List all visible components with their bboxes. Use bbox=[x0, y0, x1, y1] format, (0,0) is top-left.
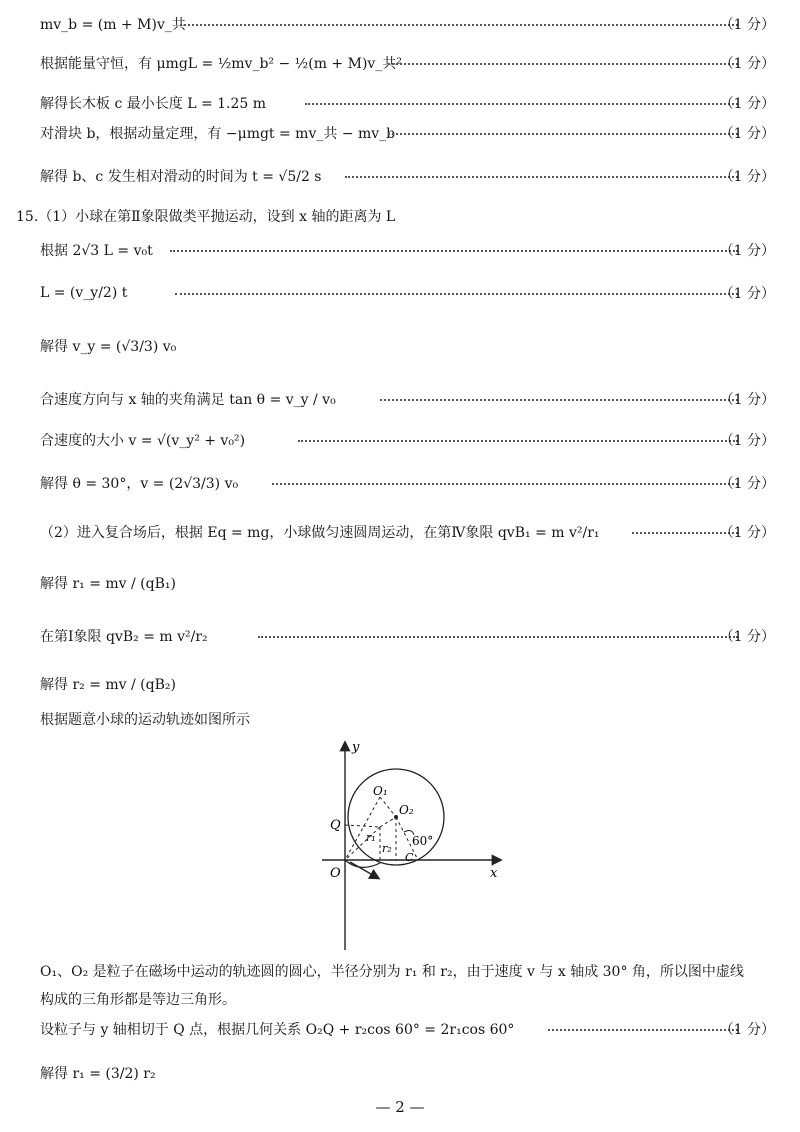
step-text: 解得长木板 c 最小长度 L = 1.25 m bbox=[40, 96, 267, 112]
step-text: 根据能量守恒，有 μmgL = ½mv_b² − ½(m + M)v_共² bbox=[40, 56, 402, 72]
step-row bbox=[0, 118, 800, 148]
step-row bbox=[0, 1058, 800, 1088]
step-row bbox=[0, 331, 800, 361]
step-text: 解得 r₂ = mv / (qB₂) bbox=[40, 677, 176, 693]
score-label: （1 分） bbox=[719, 17, 775, 33]
step-text: 解得 b、c 发生相对滑动的时间为 t = √5/2 s bbox=[40, 169, 322, 185]
point-q-label: Q bbox=[330, 818, 341, 833]
step-row bbox=[0, 621, 800, 651]
explanation-line-1: O₁、O₂ 是粒子在磁场中运动的轨迹圆的圆心，半径分别为 r₁ 和 r₂，由于速度 v 与 x 轴成 30° 角，所以图中虚线 bbox=[40, 964, 744, 980]
leader-dots bbox=[175, 293, 738, 295]
score-label: （1 分） bbox=[719, 433, 775, 449]
center-o1-label: O₁ bbox=[373, 784, 388, 798]
step-row bbox=[0, 88, 800, 118]
step-text: mv_b = (m + M)v_共 bbox=[40, 17, 186, 33]
leader-dots bbox=[298, 440, 738, 442]
step-text: L = (v_y/2) t bbox=[40, 285, 128, 301]
leader-dots bbox=[345, 176, 738, 178]
center-o2-label: O₂ bbox=[399, 803, 414, 817]
step-text: 解得 θ = 30°，v = (2√3/3) v₀ bbox=[40, 476, 239, 492]
step-row bbox=[0, 468, 800, 498]
step-row bbox=[0, 48, 800, 78]
trajectory-figure bbox=[300, 735, 530, 955]
step-text: 合速度的大小 v = √(v_y² + v₀²) bbox=[40, 433, 246, 449]
step-text: 解得 v_y = (√3/3) v₀ bbox=[40, 339, 177, 355]
step-text: 解得 r₁ = (3/2) r₂ bbox=[40, 1066, 156, 1082]
question-heading bbox=[0, 201, 800, 231]
y-axis-label: y bbox=[352, 740, 360, 755]
step-row bbox=[0, 278, 800, 308]
leader-dots bbox=[180, 24, 738, 26]
score-label: （1 分） bbox=[719, 476, 775, 492]
step-text: 对滑块 b，根据动量定理，有 −μmgt = mv_共 − mv_b bbox=[40, 126, 396, 142]
explanation-line-2: 构成的三角形都是等边三角形。 bbox=[40, 992, 236, 1008]
point-c-label: C bbox=[405, 851, 414, 864]
score-label: （1 分） bbox=[719, 169, 775, 185]
step-text: 设粒子与 y 轴相切于 Q 点，根据几何关系 O₂Q + r₂cos 60° = 2r₁cos 60° bbox=[40, 1022, 515, 1038]
origin-label: O bbox=[330, 866, 341, 881]
step-text: 解得 r₁ = mv / (qB₁) bbox=[40, 576, 176, 592]
trajectory-arc-small bbox=[345, 860, 380, 867]
score-label: （1 分） bbox=[719, 96, 775, 112]
score-label: （1 分） bbox=[719, 126, 775, 142]
score-label: （1 分） bbox=[719, 629, 775, 645]
leader-dots bbox=[388, 133, 738, 135]
step-text: 合速度方向与 x 轴的夹角满足 tan θ = v_y / v₀ bbox=[40, 392, 336, 408]
leader-dots bbox=[305, 103, 738, 105]
explanation-paragraph bbox=[40, 958, 770, 1014]
step-row bbox=[0, 1014, 800, 1044]
leader-dots bbox=[272, 483, 738, 485]
x-axis-label: x bbox=[490, 866, 498, 881]
score-label: （1 分） bbox=[719, 1022, 775, 1038]
leader-dots bbox=[548, 1029, 738, 1031]
leader-dots bbox=[258, 636, 738, 638]
question-15-title: 15.（1）小球在第Ⅱ象限做类平抛运动，设到 x 轴的距离为 L bbox=[16, 209, 396, 225]
step-row bbox=[0, 425, 800, 455]
step-row bbox=[0, 669, 800, 699]
step-row bbox=[0, 384, 800, 414]
score-label: （1 分） bbox=[719, 392, 775, 408]
step-row bbox=[0, 517, 800, 547]
radius-r1-label: r₁ bbox=[366, 831, 376, 844]
score-label: （1 分） bbox=[719, 243, 775, 259]
step-text: （2）进入复合场后，根据 Eq = mg，小球做匀速圆周运动，在第Ⅳ象限 qvB₁ = m v²/r₁ bbox=[40, 525, 600, 541]
angle-label: 60° bbox=[412, 834, 434, 848]
step-row bbox=[0, 235, 800, 265]
score-label: （1 分） bbox=[719, 286, 775, 302]
step-row bbox=[0, 161, 800, 191]
radius-r2-label: r₂ bbox=[382, 842, 392, 855]
leader-dots bbox=[170, 250, 738, 252]
page-number: — 2 — bbox=[375, 1098, 425, 1116]
step-text: 根据 2√3 L = v₀t bbox=[40, 243, 153, 259]
step-text: 在第Ⅰ象限 qvB₂ = m v²/r₂ bbox=[40, 629, 208, 645]
figure-intro: 根据题意小球的运动轨迹如图所示 bbox=[40, 712, 250, 728]
leader-dots bbox=[388, 63, 738, 65]
score-label: （1 分） bbox=[719, 56, 775, 72]
score-label: （1 分） bbox=[719, 525, 775, 541]
leader-dots bbox=[380, 399, 738, 401]
velocity-arrow bbox=[350, 862, 378, 878]
step-row bbox=[0, 568, 800, 598]
center-o2-dot bbox=[394, 815, 398, 819]
step-row bbox=[0, 9, 800, 39]
